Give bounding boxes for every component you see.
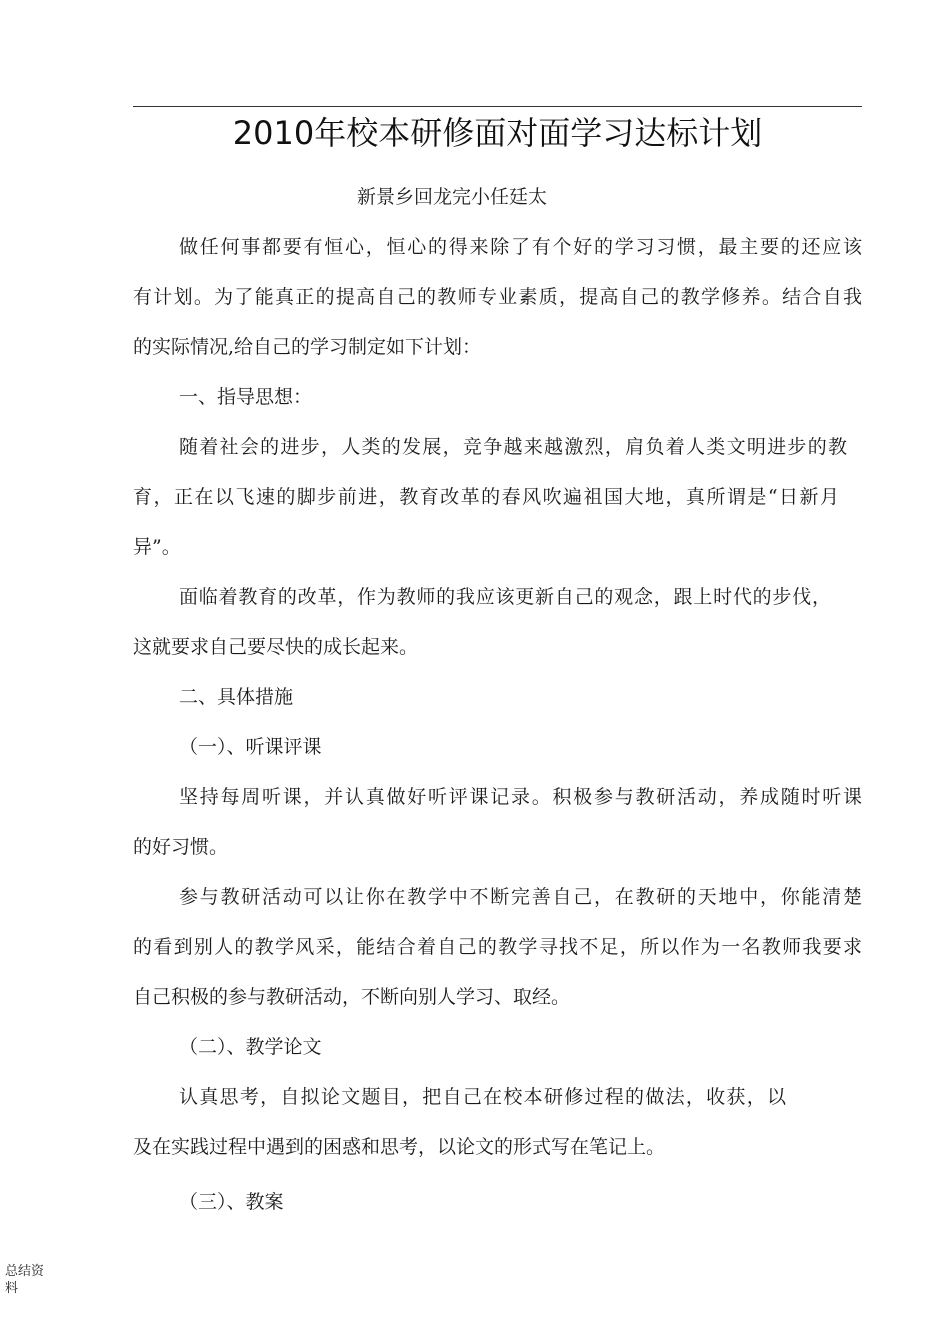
paragraph-line: 的实际情况,给自己的学习制定如下计划： bbox=[133, 336, 482, 358]
paragraph-line: 参与教研活动可以让你在教学中不断完善自己，在教研的天地中，你能清楚 bbox=[179, 886, 862, 908]
paragraph-line: 随着社会的进步，人类的发展，竞争越来越激烈，肩负着人类文明进步的教 bbox=[179, 436, 847, 458]
header-rule bbox=[133, 106, 862, 107]
paragraph-line: 异”。 bbox=[133, 536, 181, 558]
paragraph-line: 自己积极的参与教研活动，不断向别人学习、取经。 bbox=[133, 986, 571, 1008]
paragraph-line: 及在实践过程中遇到的困惑和思考，以论文的形式写在笔记上。 bbox=[133, 1136, 666, 1158]
page-footer bbox=[5, 1263, 44, 1297]
paragraph-line: 认真思考，自拟论文题目，把自己在校本研修过程的做法，收获，以 bbox=[179, 1086, 786, 1108]
paragraph-line: 面临着教育的改革，作为教师的我应该更新自己的观念，跟上时代的步伐， bbox=[179, 586, 831, 608]
paragraph-line: 的好习惯。 bbox=[133, 836, 229, 858]
paragraph-line: 坚持每周听课，并认真做好听评课记录。积极参与教研活动，养成随时听课 bbox=[179, 786, 862, 808]
subsection-heading: （一）、听课评课 bbox=[179, 736, 322, 758]
document-title: 2010年校本研修面对面学习达标计划 bbox=[232, 114, 763, 152]
section-heading: 一、指导思想： bbox=[179, 386, 313, 408]
author-line: 新景乡回龙完小任廷太 bbox=[357, 186, 548, 208]
subsection-heading: （三）、教案 bbox=[179, 1191, 284, 1213]
paragraph-line: 的看到别人的教学风采，能结合着自己的教学寻找不足，所以作为一名教师我要求 bbox=[133, 936, 862, 958]
subsection-heading: （二）、教学论文 bbox=[179, 1036, 322, 1058]
paragraph-line: 育，正在以飞速的脚步前进，教育改革的春风吹遍祖国大地，真所谓是“日新月 bbox=[133, 486, 839, 508]
paragraph-line: 有计划。为了能真正的提高自己的教师专业素质，提高自己的教学修养。结合自我 bbox=[133, 286, 862, 308]
footer-line: 料 bbox=[5, 1281, 19, 1296]
footer-line: 总结资 bbox=[5, 1264, 45, 1279]
paragraph-line: 做任何事都要有恒心，恒心的得来除了有个好的学习习惯，最主要的还应该 bbox=[179, 236, 862, 258]
paragraph-line: 这就要求自己要尽快的成长起来。 bbox=[133, 636, 419, 658]
section-heading: 二、具体措施 bbox=[179, 686, 294, 708]
